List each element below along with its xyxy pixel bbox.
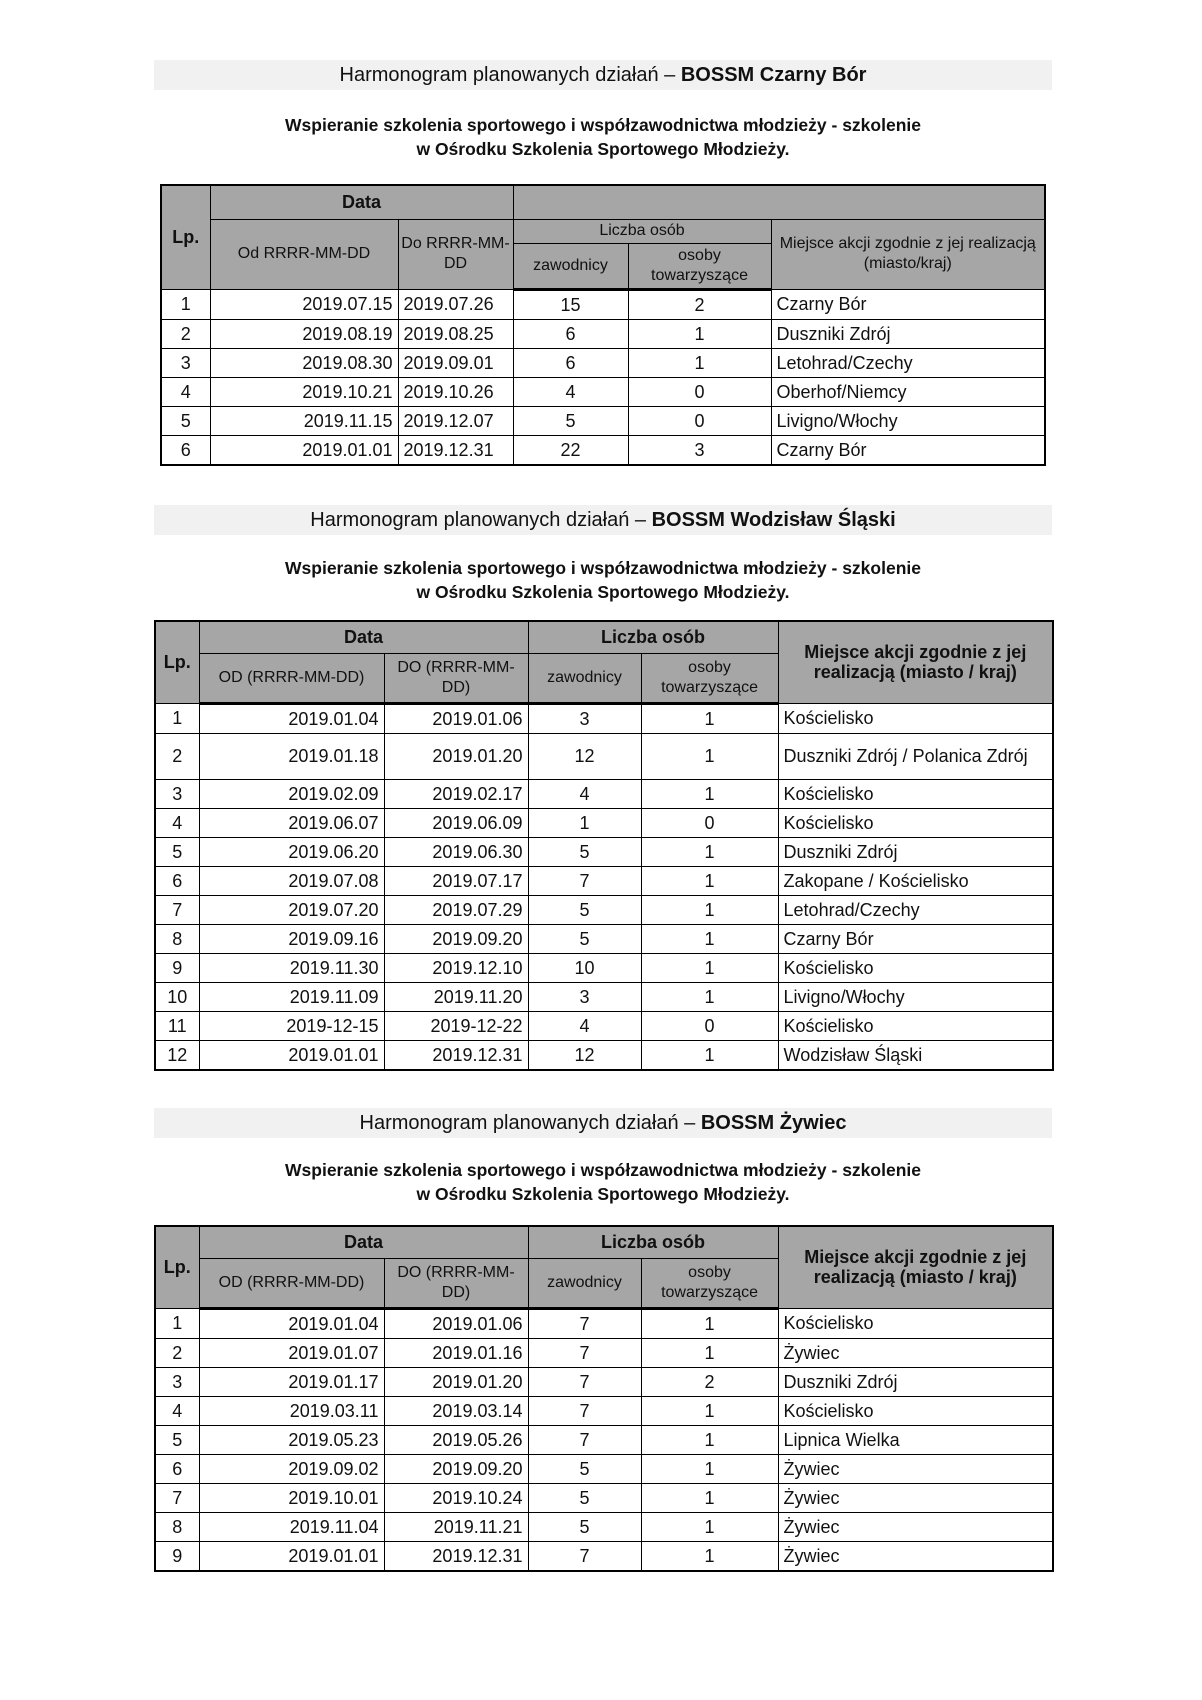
cell-od: 2019.01.18 [199, 733, 384, 779]
section-title-prefix: Harmonogram planowanych działań – [339, 64, 681, 86]
cell-do: 2019.06.09 [384, 808, 528, 837]
cell-zawodnicy: 3 [528, 982, 641, 1011]
cell-lp: 7 [155, 1483, 199, 1512]
cell-lp: 3 [155, 779, 199, 808]
cell-zawodnicy: 7 [528, 1541, 641, 1571]
cell-miejsce: Żywiec [778, 1454, 1053, 1483]
cell-do: 2019.01.20 [384, 733, 528, 779]
cell-zawodnicy: 4 [513, 377, 628, 406]
cell-zawodnicy: 12 [528, 733, 641, 779]
cell-zawodnicy: 7 [528, 866, 641, 895]
table-body [161, 289, 1045, 465]
cell-od: 2019.10.21 [210, 377, 398, 406]
cell-zawodnicy: 7 [528, 1425, 641, 1454]
cell-do: 2019.06.30 [384, 837, 528, 866]
cell-miejsce: Duszniki Zdrój [778, 1367, 1053, 1396]
cell-osoby: 1 [628, 348, 771, 377]
subtitle-line-1: Wspieranie szkolenia sportowego i współzawodnictwa młodzieży - szkolenie [285, 558, 921, 578]
cell-do: 2019.03.14 [384, 1396, 528, 1425]
cell-od: 2019.07.20 [199, 895, 384, 924]
cell-osoby: 1 [641, 779, 778, 808]
cell-do: 2019.08.25 [398, 319, 513, 348]
cell-miejsce: Kościelisko [778, 779, 1053, 808]
table-row [155, 982, 1053, 1011]
header-liczba-osob: Liczba osób [528, 621, 778, 653]
cell-osoby: 2 [628, 289, 771, 319]
cell-do: 2019.11.20 [384, 982, 528, 1011]
cell-od: 2019.07.15 [210, 289, 398, 319]
cell-lp: 1 [161, 289, 210, 319]
header-data: Data [199, 1226, 528, 1258]
cell-lp: 7 [155, 895, 199, 924]
table-row [155, 866, 1053, 895]
cell-zawodnicy: 6 [513, 348, 628, 377]
header-zawodnicy: zawodnicy [528, 653, 641, 703]
cell-do: 2019.02.17 [384, 779, 528, 808]
cell-miejsce: Żywiec [778, 1512, 1053, 1541]
cell-od: 2019.10.01 [199, 1483, 384, 1512]
cell-osoby: 0 [628, 377, 771, 406]
cell-zawodnicy: 15 [513, 289, 628, 319]
header-od: OD (RRRR-MM-DD) [199, 653, 384, 703]
cell-zawodnicy: 5 [513, 406, 628, 435]
cell-zawodnicy: 1 [528, 808, 641, 837]
table-row [155, 1541, 1053, 1571]
cell-miejsce: Livigno/Włochy [778, 982, 1053, 1011]
cell-zawodnicy: 7 [528, 1308, 641, 1338]
cell-osoby: 1 [641, 1425, 778, 1454]
cell-od: 2019.01.01 [210, 435, 398, 465]
cell-miejsce: Lipnica Wielka [778, 1425, 1053, 1454]
cell-od: 2019.08.30 [210, 348, 398, 377]
cell-od: 2019.03.11 [199, 1396, 384, 1425]
cell-zawodnicy: 5 [528, 895, 641, 924]
cell-lp: 8 [155, 924, 199, 953]
table-row [161, 435, 1045, 465]
header-do: Do RRRR-MM-DD [398, 219, 513, 289]
table-row [155, 837, 1053, 866]
cell-miejsce: Kościelisko [778, 1011, 1053, 1040]
section-subtitle [154, 113, 1052, 161]
cell-miejsce: Żywiec [778, 1483, 1053, 1512]
header-osoby: osoby towarzyszące [641, 653, 778, 703]
cell-miejsce: Żywiec [778, 1541, 1053, 1571]
cell-lp: 12 [155, 1040, 199, 1070]
cell-osoby: 3 [628, 435, 771, 465]
cell-od: 2019-12-15 [199, 1011, 384, 1040]
section-subtitle [154, 1158, 1052, 1206]
header-osoby: osoby towarzyszące [641, 1258, 778, 1308]
section-title-bold: BOSSM Żywiec [700, 1112, 847, 1134]
cell-do: 2019.01.20 [384, 1367, 528, 1396]
cell-do: 2019.01.06 [384, 703, 528, 733]
section-title-zywiec [154, 1108, 1052, 1138]
section-title-bold: BOSSM Wodzisław Śląski [651, 509, 896, 531]
cell-miejsce: Letohrad/Czechy [771, 348, 1045, 377]
cell-lp: 4 [161, 377, 210, 406]
table-body [155, 703, 1053, 1070]
table-row [155, 1512, 1053, 1541]
cell-od: 2019.01.04 [199, 1308, 384, 1338]
cell-do: 2019.12.31 [384, 1541, 528, 1571]
cell-zawodnicy: 10 [528, 953, 641, 982]
table-row [155, 1483, 1053, 1512]
cell-od: 2019.11.15 [210, 406, 398, 435]
cell-do: 2019.09.20 [384, 1454, 528, 1483]
cell-od: 2019.08.19 [210, 319, 398, 348]
cell-do: 2019.07.26 [398, 289, 513, 319]
cell-od: 2019.06.20 [199, 837, 384, 866]
cell-od: 2019.09.16 [199, 924, 384, 953]
table-row [155, 1308, 1053, 1338]
subtitle-line-2: w Ośrodku Szkolenia Sportowego Młodzieży. [416, 582, 790, 602]
cell-do: 2019.10.24 [384, 1483, 528, 1512]
cell-miejsce: Czarny Bór [771, 435, 1045, 465]
cell-zawodnicy: 6 [513, 319, 628, 348]
cell-do: 2019.12.07 [398, 406, 513, 435]
cell-lp: 1 [155, 703, 199, 733]
header-zawodnicy: zawodnicy [513, 243, 628, 289]
cell-osoby: 1 [641, 1541, 778, 1571]
cell-osoby: 1 [641, 1338, 778, 1367]
table-row [155, 895, 1053, 924]
table-row [155, 1367, 1053, 1396]
subtitle-line-2: w Ośrodku Szkolenia Sportowego Młodzieży. [416, 139, 790, 159]
schedule-table-zywiec [154, 1225, 1054, 1572]
header-lp: Lp. [155, 621, 199, 703]
cell-osoby: 1 [641, 1454, 778, 1483]
cell-zawodnicy: 5 [528, 924, 641, 953]
section-subtitle [154, 556, 1052, 604]
table-row [155, 733, 1053, 779]
cell-osoby: 1 [641, 1040, 778, 1070]
cell-od: 2019.11.04 [199, 1512, 384, 1541]
header-od: OD (RRRR-MM-DD) [199, 1258, 384, 1308]
cell-zawodnicy: 3 [528, 703, 641, 733]
cell-osoby: 0 [641, 808, 778, 837]
cell-lp: 11 [155, 1011, 199, 1040]
cell-zawodnicy: 7 [528, 1396, 641, 1425]
cell-od: 2019.01.17 [199, 1367, 384, 1396]
table-row [155, 953, 1053, 982]
cell-do: 2019.01.06 [384, 1308, 528, 1338]
cell-miejsce: Zakopane / Kościelisko [778, 866, 1053, 895]
cell-od: 2019.05.23 [199, 1425, 384, 1454]
cell-osoby: 1 [641, 733, 778, 779]
cell-miejsce: Kościelisko [778, 703, 1053, 733]
cell-miejsce: Kościelisko [778, 1308, 1053, 1338]
cell-miejsce: Żywiec [778, 1338, 1053, 1367]
cell-do: 2019.11.21 [384, 1512, 528, 1541]
header-zawodnicy: zawodnicy [528, 1258, 641, 1308]
subtitle-line-1: Wspieranie szkolenia sportowego i współzawodnictwa młodzieży - szkolenie [285, 115, 921, 135]
cell-do: 2019.12.10 [384, 953, 528, 982]
cell-do: 2019.09.20 [384, 924, 528, 953]
cell-miejsce: Kościelisko [778, 1396, 1053, 1425]
table-row [155, 1396, 1053, 1425]
header-do: DO (RRRR-MM-DD) [384, 1258, 528, 1308]
cell-lp: 9 [155, 1541, 199, 1571]
cell-lp: 2 [161, 319, 210, 348]
table-row [161, 348, 1045, 377]
cell-lp: 6 [155, 1454, 199, 1483]
cell-zawodnicy: 7 [528, 1338, 641, 1367]
cell-miejsce: Wodzisław Śląski [778, 1040, 1053, 1070]
cell-miejsce: Letohrad/Czechy [778, 895, 1053, 924]
table-row [155, 1040, 1053, 1070]
cell-osoby: 2 [641, 1367, 778, 1396]
table-row [155, 924, 1053, 953]
cell-lp: 5 [155, 837, 199, 866]
table-row [161, 406, 1045, 435]
table-row [155, 703, 1053, 733]
cell-do: 2019.09.01 [398, 348, 513, 377]
cell-od: 2019.11.09 [199, 982, 384, 1011]
cell-do: 2019.12.31 [398, 435, 513, 465]
table-row [161, 377, 1045, 406]
cell-miejsce: Kościelisko [778, 953, 1053, 982]
cell-zawodnicy: 4 [528, 1011, 641, 1040]
cell-osoby: 1 [641, 1396, 778, 1425]
cell-miejsce: Duszniki Zdrój / Polanica Zdrój [778, 733, 1053, 779]
cell-lp: 10 [155, 982, 199, 1011]
cell-od: 2019.09.02 [199, 1454, 384, 1483]
header-data: Data [199, 621, 528, 653]
cell-miejsce: Duszniki Zdrój [771, 319, 1045, 348]
cell-zawodnicy: 5 [528, 1512, 641, 1541]
cell-do: 2019-12-22 [384, 1011, 528, 1040]
cell-miejsce: Czarny Bór [778, 924, 1053, 953]
cell-miejsce: Oberhof/Niemcy [771, 377, 1045, 406]
cell-lp: 1 [155, 1308, 199, 1338]
header-lp: Lp. [161, 185, 210, 289]
header-data: Data [210, 185, 513, 219]
cell-lp: 3 [161, 348, 210, 377]
cell-osoby: 0 [641, 1011, 778, 1040]
cell-lp: 4 [155, 1396, 199, 1425]
subtitle-line-2: w Ośrodku Szkolenia Sportowego Młodzieży. [416, 1184, 790, 1204]
cell-lp: 3 [155, 1367, 199, 1396]
header-miejsce: Miejsce akcji zgodnie z jej realizacją (miasto / kraj) [778, 621, 1053, 703]
table-row [155, 1425, 1053, 1454]
cell-miejsce: Livigno/Włochy [771, 406, 1045, 435]
cell-osoby: 1 [641, 837, 778, 866]
header-od: Od RRRR-MM-DD [210, 219, 398, 289]
cell-od: 2019.11.30 [199, 953, 384, 982]
cell-osoby: 1 [641, 982, 778, 1011]
cell-do: 2019.07.29 [384, 895, 528, 924]
cell-do: 2019.07.17 [384, 866, 528, 895]
cell-osoby: 1 [641, 1483, 778, 1512]
cell-do: 2019.05.26 [384, 1425, 528, 1454]
cell-osoby: 1 [641, 1308, 778, 1338]
cell-od: 2019.02.09 [199, 779, 384, 808]
section-title-prefix: Harmonogram planowanych działań – [359, 1112, 701, 1134]
cell-miejsce: Kościelisko [778, 808, 1053, 837]
cell-lp: 6 [161, 435, 210, 465]
cell-zawodnicy: 22 [513, 435, 628, 465]
section-title-wodzislaw [154, 505, 1052, 535]
section-title-czarny-bor [154, 60, 1052, 90]
cell-miejsce: Czarny Bór [771, 289, 1045, 319]
cell-osoby: 1 [641, 703, 778, 733]
header-osoby: osoby towarzyszące [628, 243, 771, 289]
cell-od: 2019.06.07 [199, 808, 384, 837]
cell-osoby: 1 [641, 895, 778, 924]
cell-od: 2019.01.01 [199, 1541, 384, 1571]
table-row [155, 1338, 1053, 1367]
cell-zawodnicy: 12 [528, 1040, 641, 1070]
table-row [155, 1454, 1053, 1483]
table-row [155, 779, 1053, 808]
cell-lp: 8 [155, 1512, 199, 1541]
table-body [155, 1308, 1053, 1571]
cell-od: 2019.01.01 [199, 1040, 384, 1070]
header-liczba-osob: Liczba osób [513, 219, 771, 243]
cell-osoby: 1 [628, 319, 771, 348]
cell-osoby: 0 [628, 406, 771, 435]
section-title-bold: BOSSM Czarny Bór [680, 64, 867, 86]
cell-do: 2019.01.16 [384, 1338, 528, 1367]
table-row [155, 1011, 1053, 1040]
schedule-table-wodzislaw [154, 620, 1054, 1071]
cell-zawodnicy: 4 [528, 779, 641, 808]
table-row [161, 319, 1045, 348]
cell-lp: 2 [155, 1338, 199, 1367]
header-miejsce: Miejsce akcji zgodnie z jej realizacją (miasto / kraj) [778, 1226, 1053, 1308]
cell-zawodnicy: 7 [528, 1367, 641, 1396]
header-blank-band [513, 185, 1045, 219]
cell-lp: 5 [155, 1425, 199, 1454]
cell-zawodnicy: 5 [528, 1483, 641, 1512]
header-miejsce: Miejsce akcji zgodnie z jej realizacją (miasto/kraj) [771, 219, 1045, 289]
section-title-prefix: Harmonogram planowanych działań – [310, 509, 652, 531]
cell-od: 2019.01.04 [199, 703, 384, 733]
header-do: DO (RRRR-MM-DD) [384, 653, 528, 703]
cell-lp: 6 [155, 866, 199, 895]
cell-lp: 4 [155, 808, 199, 837]
cell-miejsce: Duszniki Zdrój [778, 837, 1053, 866]
cell-osoby: 1 [641, 866, 778, 895]
schedule-table-czarny-bor [160, 184, 1046, 466]
cell-osoby: 1 [641, 924, 778, 953]
header-lp: Lp. [155, 1226, 199, 1308]
cell-lp: 9 [155, 953, 199, 982]
cell-lp: 2 [155, 733, 199, 779]
cell-od: 2019.01.07 [199, 1338, 384, 1367]
cell-do: 2019.12.31 [384, 1040, 528, 1070]
cell-do: 2019.10.26 [398, 377, 513, 406]
cell-zawodnicy: 5 [528, 837, 641, 866]
table-row [161, 289, 1045, 319]
cell-zawodnicy: 5 [528, 1454, 641, 1483]
subtitle-line-1: Wspieranie szkolenia sportowego i współzawodnictwa młodzieży - szkolenie [285, 1160, 921, 1180]
cell-osoby: 1 [641, 953, 778, 982]
cell-lp: 5 [161, 406, 210, 435]
table-row [155, 808, 1053, 837]
cell-osoby: 1 [641, 1512, 778, 1541]
header-liczba-osob: Liczba osób [528, 1226, 778, 1258]
cell-od: 2019.07.08 [199, 866, 384, 895]
